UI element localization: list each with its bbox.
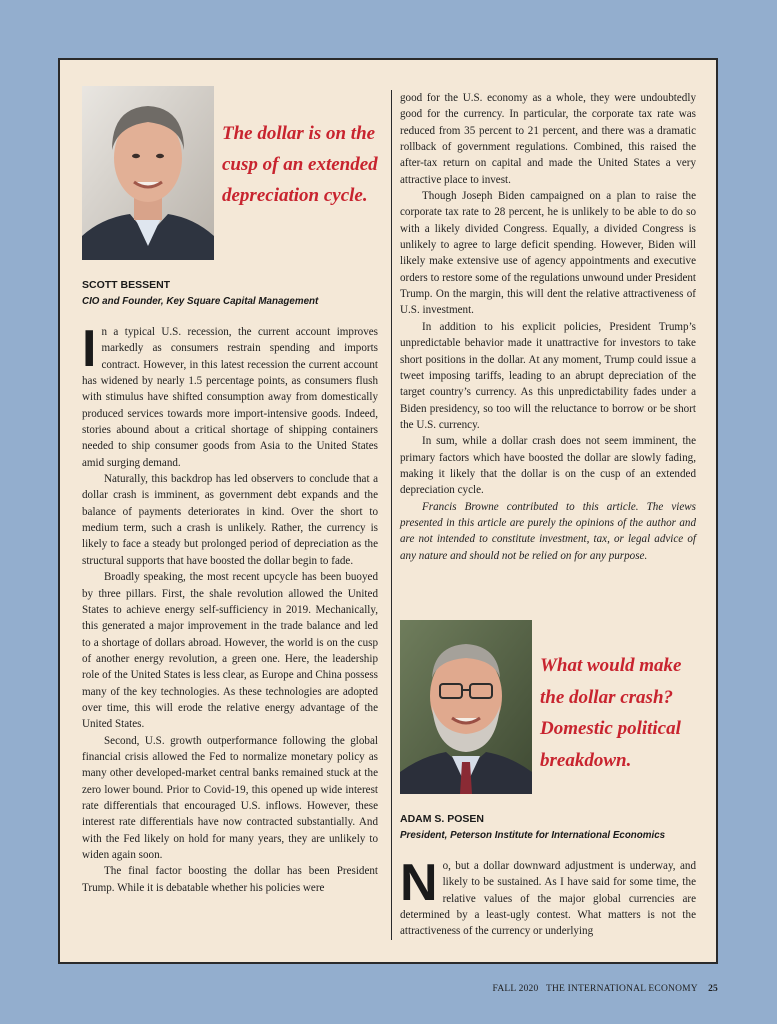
article-panel bbox=[58, 58, 718, 964]
paragraph: In addition to his explicit policies, President Trump’s unpredictable behavior made it unattractive for investors to take short positions in the dollar. At any moment, Trump could issue a tweet imposing tariffs, leading to an abrupt depreciation of the target country’s currency. As this unpredictability fades under a Biden presidency, so too will the reluctance to borrow or be short the U.S. currency. bbox=[400, 320, 696, 431]
page-footer bbox=[400, 984, 718, 994]
pull-quote-line: the dollar crash? bbox=[540, 686, 674, 708]
column-divider bbox=[391, 90, 392, 940]
pull-quote-line: What would make bbox=[540, 655, 682, 676]
pull-quote-line: Domestic political bbox=[540, 718, 681, 739]
article-column-left bbox=[82, 320, 378, 896]
author-name-bessent: SCOTT BESSENT bbox=[82, 279, 171, 291]
author-role-posen: President, Peterson Institute for International Economics bbox=[400, 830, 666, 841]
paragraph: In sum, while a dollar crash does not seem imminent, the primary factors which have boosted the dollar are slowly fading, making it likely that the dollar is on the cusp of an extended depreciation cycle. bbox=[400, 435, 696, 497]
pull-quote-posen bbox=[540, 650, 681, 776]
paragraph: In a typical U.S. recession, the current account improves markedly as consumers restrain spending and imports contract. However, in this latest recession the current account has widened by nearly 1.5 percentage points, as consumers flush with stimulus have shifted consumption away from domestically produced services towards more import-intensive goods. Indeed, stories abound about a critical shortage of shipping containers needed to ship consumer goods from Asia to the United States amid surging demand. bbox=[82, 320, 378, 469]
pull-quote-line: The dollar is on the bbox=[222, 123, 376, 144]
paragraph: Second, U.S. growth outperformance following the global financial crisis allowed the Fed to normalize monetary policy as many other developed-market central banks remained stuck at the zero lower bound. Prior to Covid-19, this opened up wide interest rate differentials that encouraged U.S. inflows. However, these interest rate differentials have now contracted substantially. And with the Fed likely on hold for many years, they are unlikely to widen again soon. bbox=[82, 734, 378, 861]
pull-quote-line: depreciation cycle. bbox=[222, 185, 368, 206]
pull-quote-line: breakdown. bbox=[540, 749, 632, 771]
paragraph: The final factor boosting the dollar has been President Trump. While it is debatable whether his policies were bbox=[82, 865, 378, 894]
drop-cap: N bbox=[400, 854, 438, 912]
issue-date: FALL 2020 bbox=[492, 984, 539, 994]
paragraph: Though Joseph Biden campaigned on a plan to raise the corporate tax rate to 28 percent, he is unlikely to be able to do so with a likely divided Congress. Equally, a divided Congress is unlikely to agree to large deficit spending. However, Biden will likely make extensive use of agency appointments and executive orders to restore some of the regulations unwound under President Trump. On the margin, this will dent the relative attractiveness of U.S. investment. bbox=[400, 190, 696, 317]
scott-bessent-photo bbox=[82, 86, 214, 260]
contributor-note: Francis Browne contributed to this article. The views presented in this article are purely the opinions of the author and are not intended to constitute investment, tax, or legal advice of any nature and should not be relied on for any purpose. bbox=[400, 500, 696, 562]
author-name-posen: ADAM S. POSEN bbox=[400, 813, 485, 825]
pull-quote-line: cusp of an extended bbox=[222, 154, 378, 175]
page-number: 25 bbox=[708, 984, 718, 994]
paragraph: good for the U.S. economy as a whole, they were undoubtedly good for the currency. In particular, the corporate tax rate was reduced from 35 percent to 21 percent, and there was a dramatic rollback of government regulations. Combined, this raised the after-tax return on capital and made the United States a very attractive place to invest. bbox=[400, 92, 696, 186]
pull-quote-bessent bbox=[222, 118, 378, 211]
paragraph: No, but a dollar downward adjustment is underway, and likely to be sustained. As I have said for some time, the relative values of the major global currencies are determined by a least-ugly contest. What matters is not the attractiveness of the currency or underlying bbox=[400, 854, 696, 938]
drop-cap: I bbox=[82, 320, 97, 378]
paragraph: Naturally, this backdrop has led observers to conclude that a dollar crash is imminent, as government debt expands and the balance of payments deteriorates in kind. Over the short to medium term, such a crash is unlikely. Rather, the currency is likely to face a steady but prolonged period of depreciation as the structural supports that have boosted the dollar begin to fade. bbox=[82, 473, 378, 567]
author-role-bessent: CIO and Founder, Key Square Capital Management bbox=[82, 296, 319, 307]
article-column-right bbox=[400, 90, 696, 564]
magazine-name: THE INTERNATIONAL ECONOMY bbox=[545, 984, 698, 994]
paragraph: Broadly speaking, the most recent upcycle has been buoyed by three pillars. First, the shale revolution allowed the United States to achieve energy self-sufficiency in 2019. Mechanically, this generated a major improvement in the trade balance and led to a shortage of dollars abroad. However, the world is on the cusp of another energy revolution, a green one. Here, the leadership role of the United States is less clear, as Europe and China possess many of the key technologies. As these technologies are adopted over time, this will erode the relative energy advantage of the United States. bbox=[82, 571, 378, 731]
adam-posen-photo bbox=[400, 620, 532, 794]
article-column-posen bbox=[400, 854, 696, 940]
